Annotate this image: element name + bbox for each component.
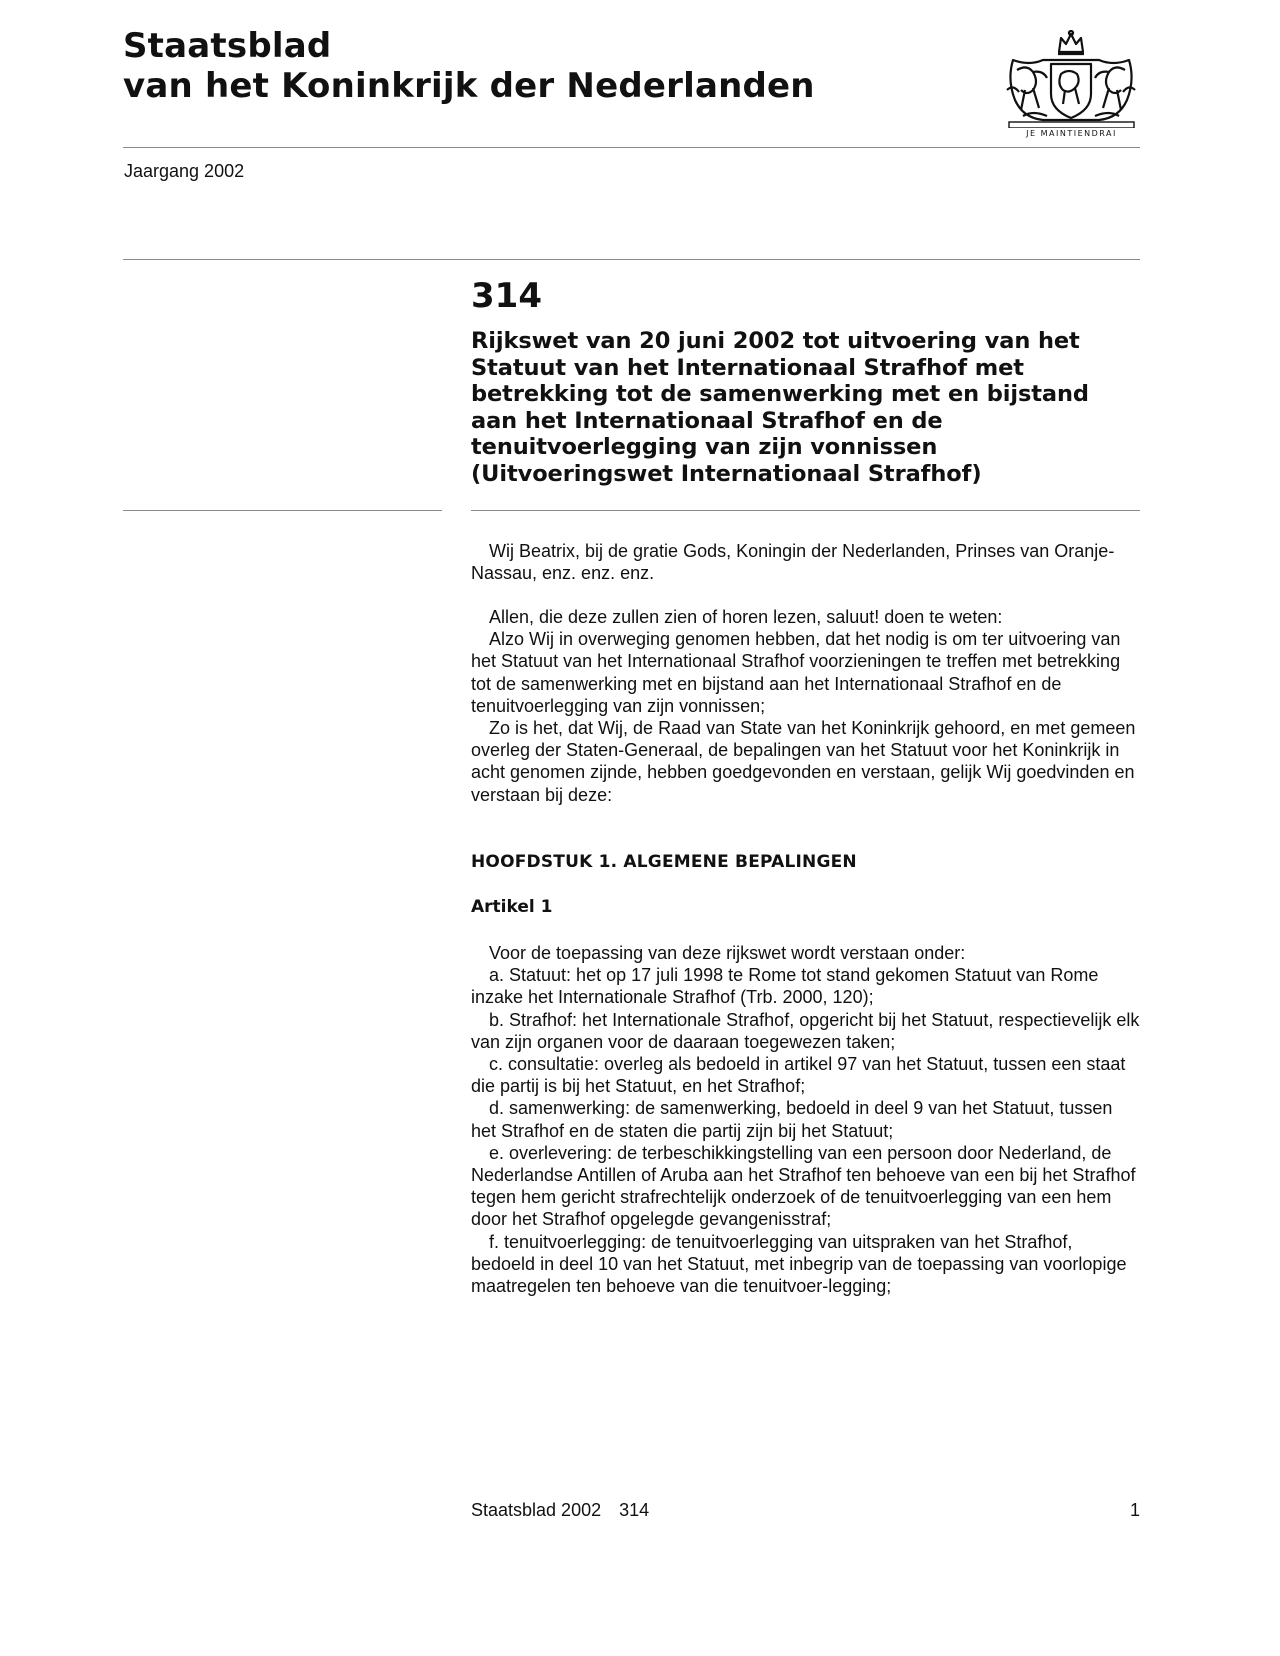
preamble-paragraph: Allen, die deze zullen zien of horen lezen, saluut! doen te weten: [489, 607, 1003, 627]
preamble-paragraph: Zo is het, dat Wij, de Raad van State van het Koninkrijk gehoord, en met gemeen overleg der Staten-Generaal, de bepalingen van het Statuut voor het Koninkrijk in acht genomen zijnde, hebben goedgevonden en verstaan, gelijk Wij goedvinden en verstaan bij deze: [471, 718, 1136, 805]
footer-number: 314 [619, 1500, 650, 1520]
coat-of-arms-motto: JE MAINTIENDRAI [1026, 129, 1117, 138]
section-divider-left [123, 510, 442, 511]
footer-publication: Staatsblad 2002 [471, 1500, 602, 1520]
act-title-line: Rijkswet van 20 juni 2002 tot uitvoering van het [471, 328, 1080, 354]
act-title-line: tenuitvoerlegging van zijn vonnissen [471, 434, 938, 461]
coat-of-arms-icon [1003, 30, 1140, 142]
act-title-line: (Uitvoeringswet Internationaal Strafhof) [471, 460, 982, 487]
article-heading: Artikel 1 [471, 897, 553, 917]
header-divider [123, 147, 1140, 148]
act-number: 314 [471, 276, 542, 316]
section-divider-right [471, 510, 1140, 511]
section-divider-top [123, 259, 1140, 260]
preamble-paragraph: Wij Beatrix, bij de gratie Gods, Koningin der Nederlanden, Prinses van Oranje-Nassau, enz. enz. enz. [471, 541, 1115, 584]
footer-citation [471, 1500, 649, 1521]
masthead-line-1: Staatsblad [123, 26, 332, 66]
definition-item: c. consultatie: overleg als bedoeld in artikel 97 van het Statuut, tussen een staat die partij is bij het Statuut, en het Strafhof; [471, 1054, 1126, 1097]
article-1-definitions [471, 942, 1141, 1297]
definition-intro: Voor de toepassing van deze rijkswet wordt verstaan onder: [489, 943, 966, 963]
act-title-line: betrekking tot de samenwerking met en bijstand [471, 381, 1089, 408]
definition-item: b. Strafhof: het Internationale Strafhof, opgericht bij het Statuut, respectievelijk elk van zijn organen voor de daaraan toegewezen taken; [471, 1009, 1140, 1052]
page-number: 1 [1130, 1500, 1141, 1520]
definition-item: e. overlevering: de terbeschikkingstelling van een persoon door Nederland, de Nederlandse Antillen of Aruba aan het Strafhof ten behoeve van een bij het Strafhof tegen hem gericht strafrechtelijk onderzoek of de tenuitvoerlegging van een hem door het Strafhof opgelegde gevangenisstraf; [471, 1142, 1136, 1230]
preamble-body [471, 606, 1141, 806]
masthead-title [123, 26, 815, 106]
preamble-paragraph: Alzo Wij in overweging genomen hebben, dat het nodig is om ter uitvoering van het Statuut van het Internationaal Strafhof voorzieningen te treffen met betrekking tot de samenwerking met en bijstand aan het Internationaal Strafhof en de tenuitvoerlegging van zijn vonnissen; [471, 629, 1121, 716]
chapter-heading: HOOFDSTUK 1. ALGEMENE BEPALINGEN [471, 852, 857, 872]
masthead-line-2: van het Koninkrijk der Nederlanden [123, 66, 815, 106]
preamble-intro [471, 540, 1141, 584]
act-title-line: Statuut van het Internationaal Strafhof met [471, 354, 1024, 381]
act-title [471, 328, 1161, 488]
definition-item: f. tenuitvoerlegging: de tenuitvoerlegging van uitspraken van het Strafhof, bedoeld in deel 10 van het Statuut, met inbegrip van de toepassing van voorlopige maatregelen ten behoeve van die tenuitvoer-legging; [471, 1231, 1127, 1297]
year-label: Jaargang 2002 [124, 161, 245, 181]
definition-item: a. Statuut: het op 17 juli 1998 te Rome tot stand gekomen Statuut van Rome inzake het Internationale Strafhof (Trb. 2000, 120); [471, 965, 1099, 1008]
act-title-line: aan het Internationaal Strafhof en de [471, 407, 943, 434]
definition-item: d. samenwerking: de samenwerking, bedoeld in deel 9 van het Statuut, tussen het Strafhof en de staten die partij zijn bij het Statuut; [471, 1098, 1113, 1141]
